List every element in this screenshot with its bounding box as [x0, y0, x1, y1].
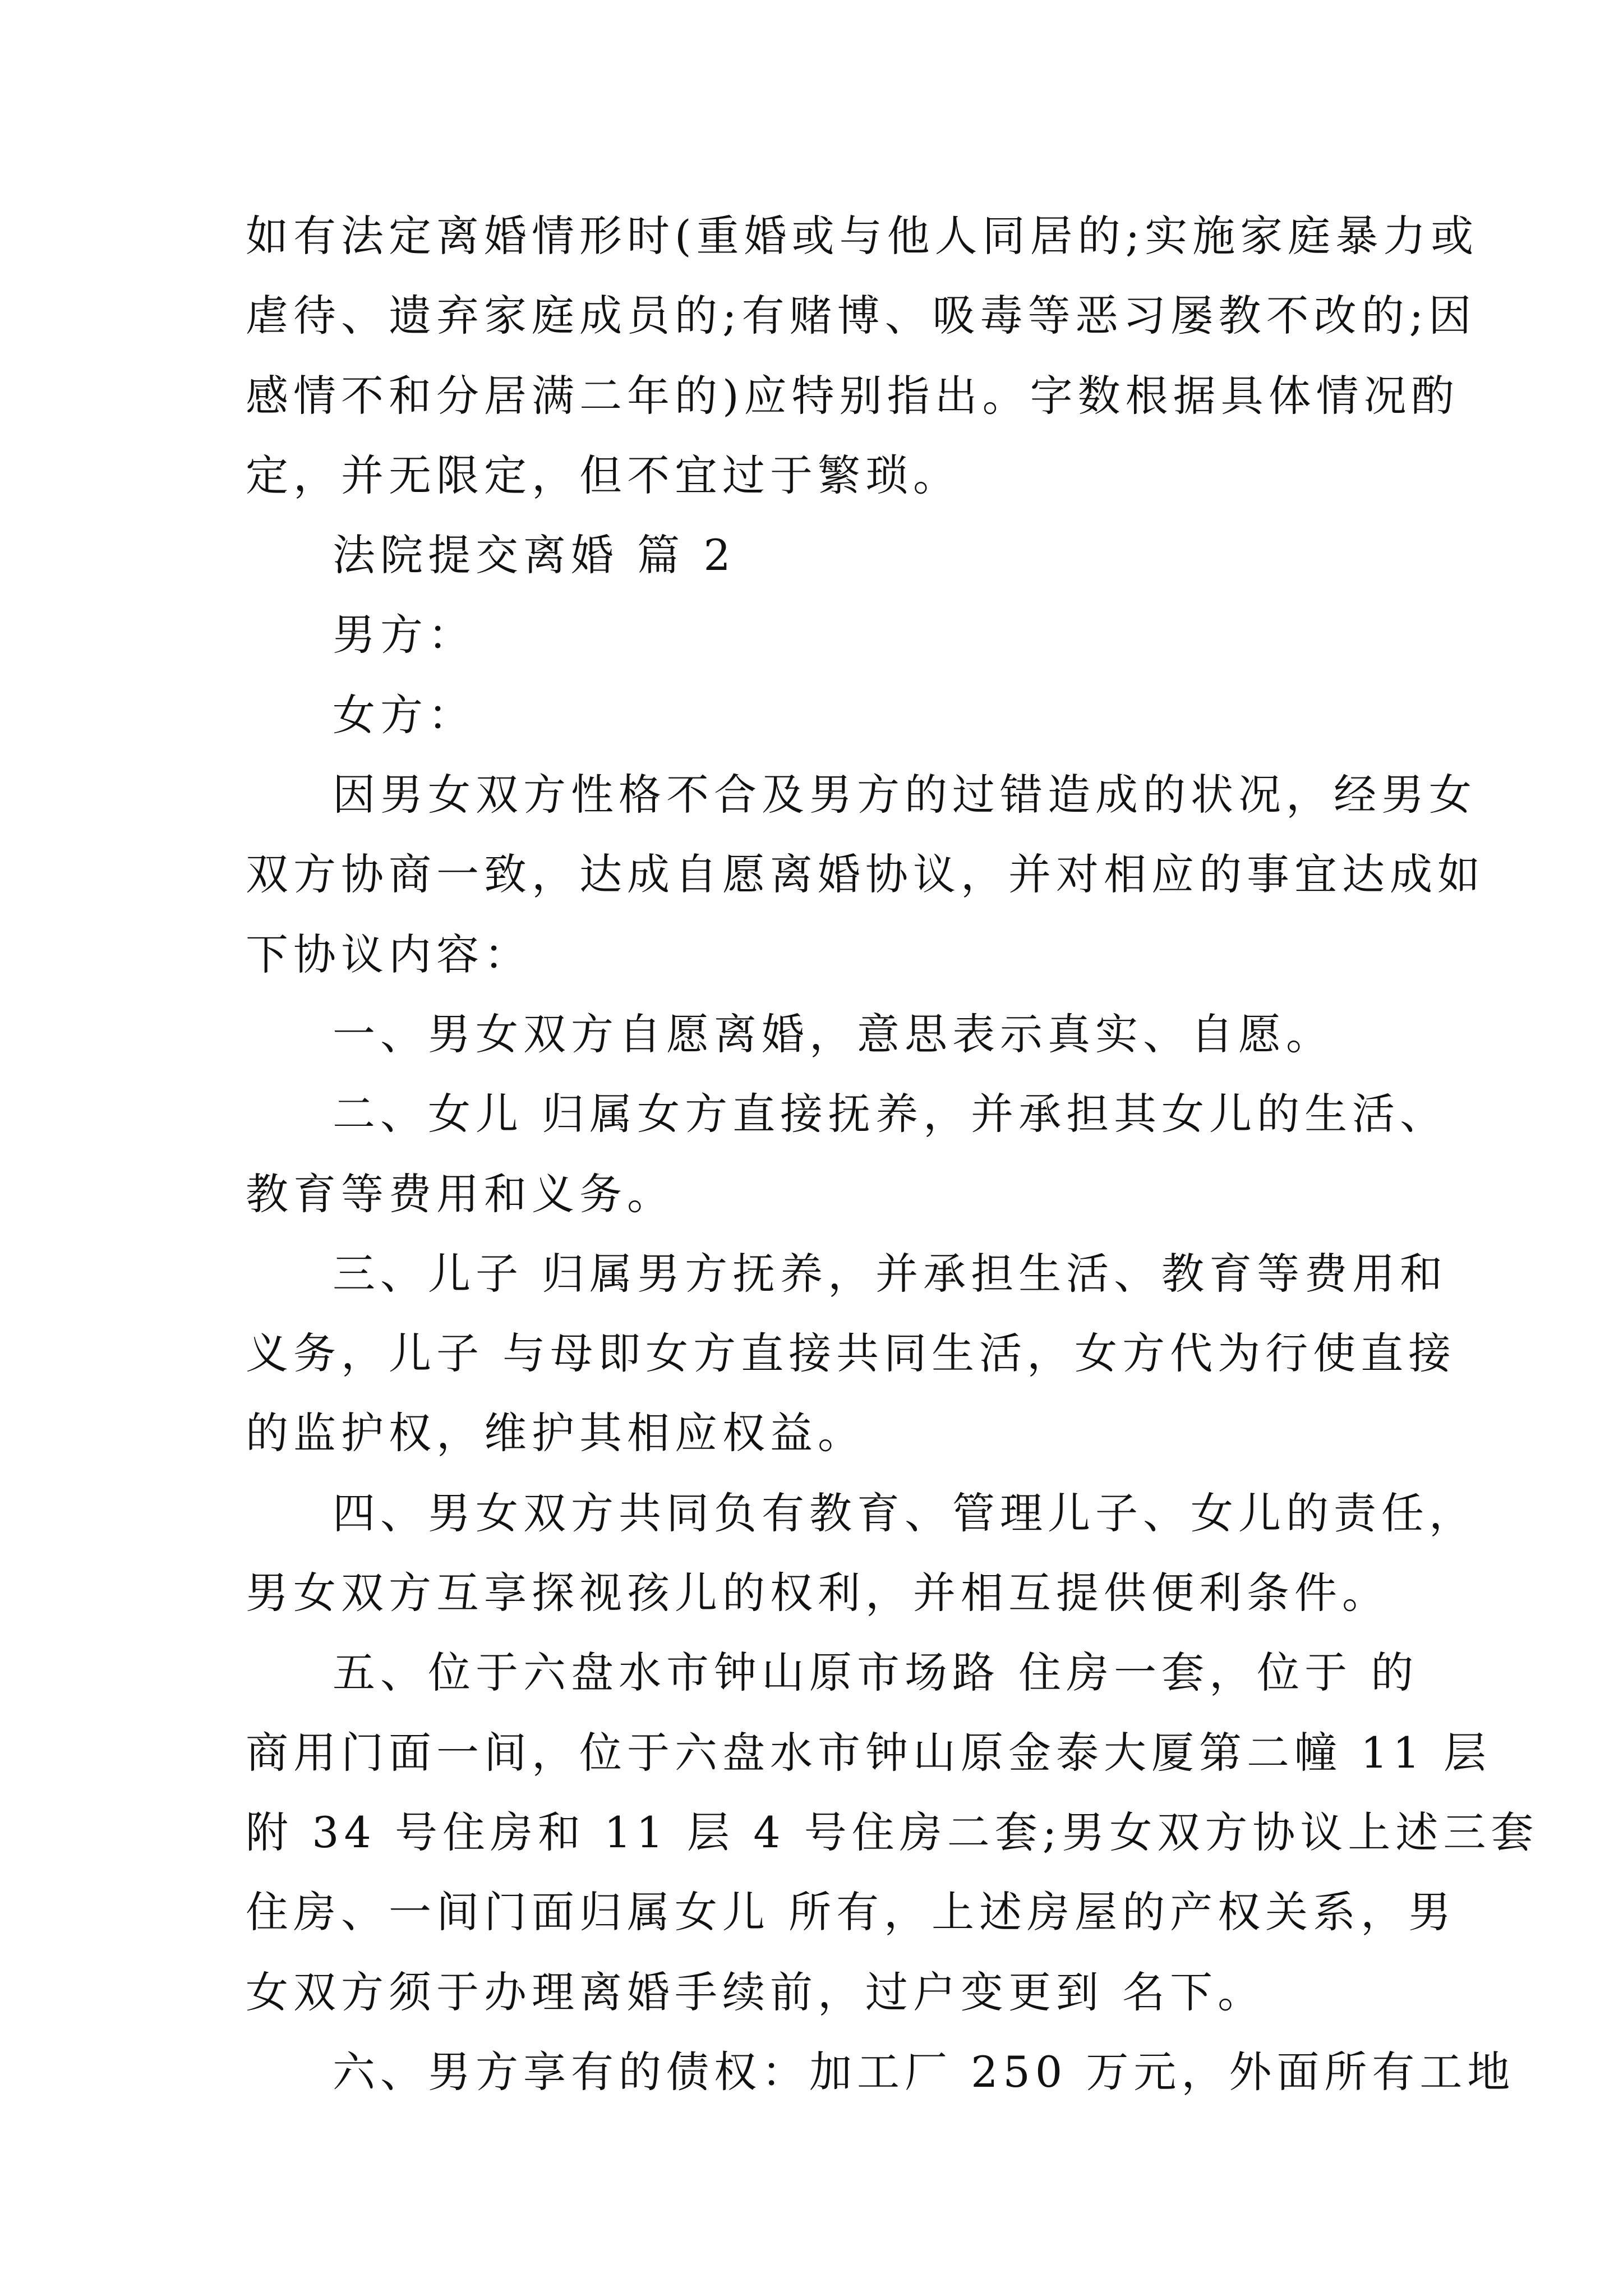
text-line: 义务，儿子 与母即女方直接共同生活，女方代为行使直接	[246, 1328, 1456, 1379]
clause-3: 三、儿子 归属男方抚养，并承担生活、教育等费用和	[333, 1248, 1448, 1299]
text-line: 因男女双方性格不合及男方的过错造成的状况，经男女	[333, 770, 1477, 820]
text-line: 商用门面一间，位于六盘水市钟山原金泰大厦第二幢 11 层	[246, 1727, 1492, 1778]
party-female-label: 女方：	[333, 689, 476, 740]
document-body	[246, 196, 1539, 2112]
text-line: 住房、一间门面归属女儿 所有，上述房屋的产权关系，男	[246, 1887, 1456, 1938]
text-line: 定，并无限定，但不宜过于繁琐。	[246, 450, 961, 500]
text-line: 双方协商一致，达成自愿离婚协议，并对相应的事宜达成如	[246, 849, 1485, 900]
party-male-label: 男方：	[333, 610, 476, 660]
text-line: 教育等费用和义务。	[246, 1168, 675, 1219]
text-line: 下协议内容：	[246, 929, 532, 979]
clause-4: 四、男女双方共同负有教育、管理儿子、女儿的责任，	[333, 1488, 1477, 1538]
text-line: 如有法定离婚情形时(重婚或与他人同居的;实施家庭暴力或	[246, 211, 1479, 261]
clause-2: 二、女儿 归属女方直接抚养，并承担其女儿的生活、	[333, 1089, 1448, 1139]
text-line: 感情不和分居满二年的)应特别指出。字数根据具体情况酌	[246, 370, 1459, 421]
section-heading: 法院提交离婚 篇 2	[333, 530, 736, 581]
text-line: 虐待、遗弃家庭成员的;有赌博、吸毒等恶习屡教不改的;因	[246, 291, 1477, 341]
clause-1: 一、男女双方自愿离婚，意思表示真实、自愿。	[333, 1009, 1334, 1059]
clause-5: 五、位于六盘水市钟山原市场路 住房一套，位于 的	[333, 1648, 1419, 1698]
clause-6: 六、男方享有的债权：加工厂 250 万元，外面所有工地	[333, 2046, 1515, 2097]
text-line: 女双方须于办理离婚手续前，过户变更到 名下。	[246, 1967, 1266, 2017]
text-line: 男女双方互享探视孩儿的权利，并相互提供便利条件。	[246, 1568, 1390, 1618]
text-line: 的监护权，维护其相应权益。	[246, 1408, 865, 1458]
text-line: 附 34 号住房和 11 层 4 号住房二套;男女双方协议上述三套	[246, 1807, 1539, 1857]
